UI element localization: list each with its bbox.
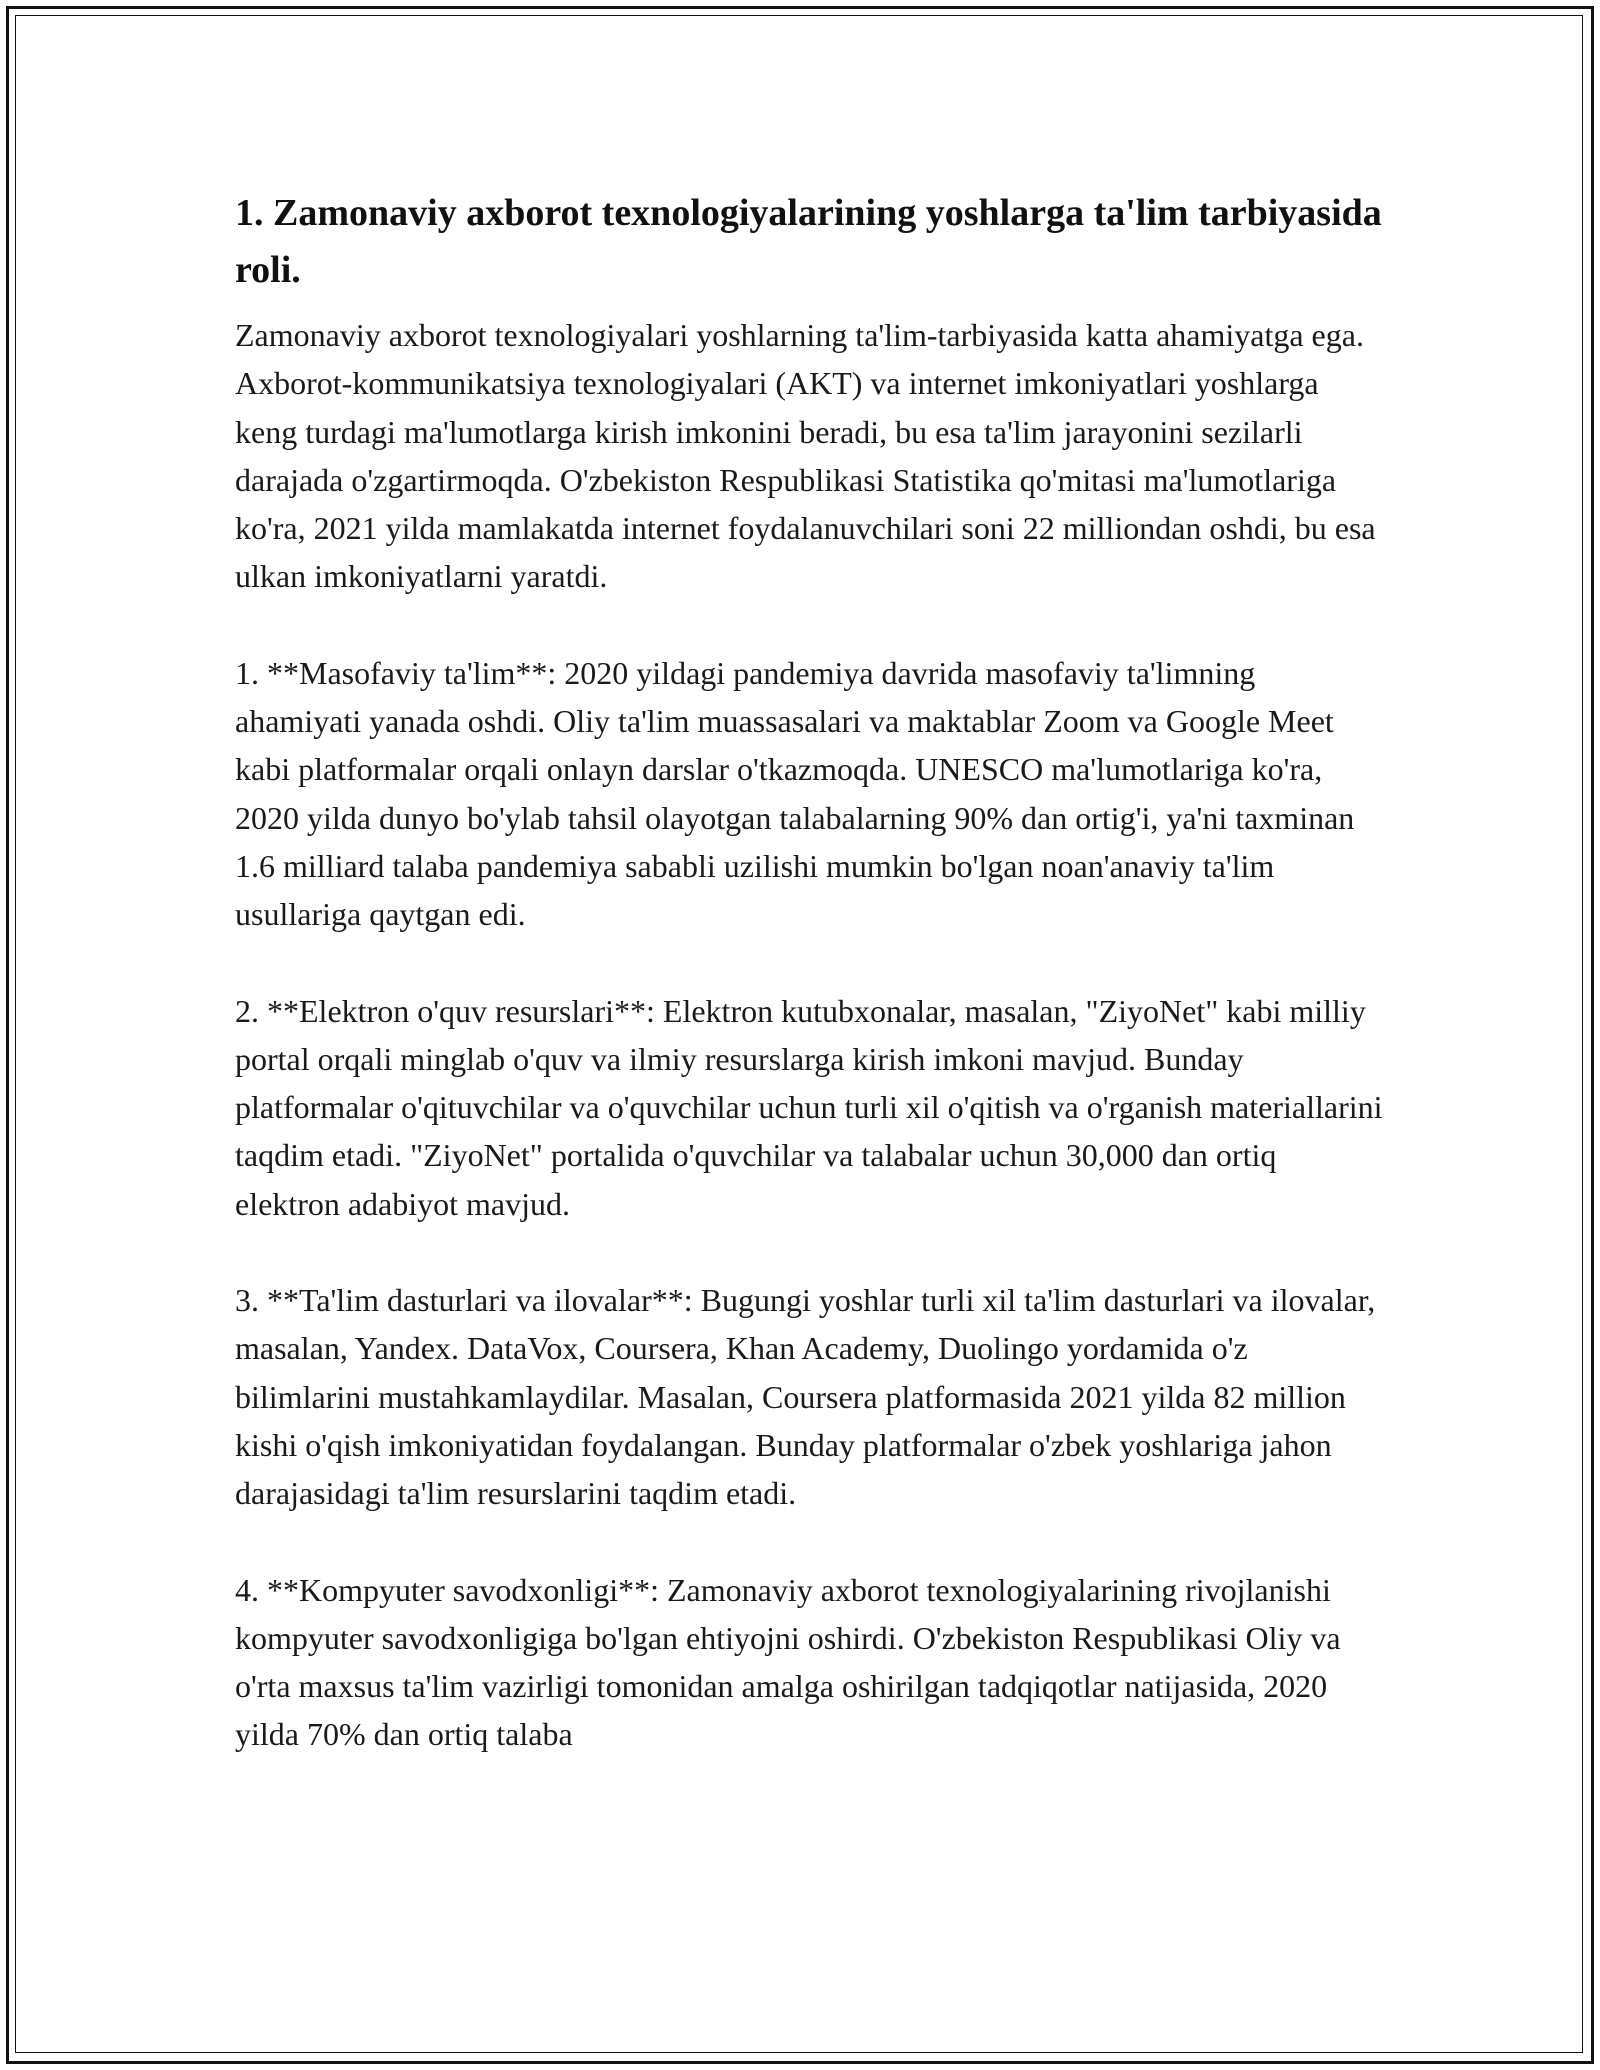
list-item-masofaviy-talim: 1. **Masofaviy ta'lim**: 2020 yildagi pandemiya davrida masofaviy ta'limning ahamiyati yanada oshdi. Oliy ta'lim muassasalari va maktablar Zoom va Google Meet kabi platformalar orqali onlayn darslar o'tkazmoqda. UNESCO ma'lumotlariga ko'ra, 2020 yilda dunyo bo'ylab tahsil olayotgan talabalarning 90% dan ortig'i, ya'ni taxminan 1.6 milliard talaba pandemiya sababli uzilishi mumkin bo'lgan noan'anaviy ta'lim usullariga qaytgan edi. bbox=[235, 654, 1355, 933]
intro-paragraph: Zamonaviy axborot texnologiyalari yoshlarning ta'lim-tarbiyasida katta ahamiyatga ega. Axborot-kommunikatsiya texnologiyalari (AKT) va internet imkoniyatlari yoshlarga keng turdagi ma'lumotlarga kirish imkonini beradi, bu esa ta'lim jarayonini sezilarli darajada o'zgartirmoqda. O'zbekiston Respublikasi Statistika qo'mitasi ma'lumotlariga ko'ra, 2021 yilda mamlakatda internet foydalanuvchilari soni 22 milliondan oshdi, bu esa ulkan imkoniyatlarni yaratdi. bbox=[235, 317, 1376, 595]
list-item-elektron-resurslar: 2. **Elektron o'quv resurslari**: Elektron kutubxonalar, masalan, "ZiyoNet" kabi milliy portal orqali minglab o'quv va ilmiy resurslarga kirish imkoni mavjud. Bunday platformalar o'qituvchilar va o'quvchilar uchun turli xil o'qitish va o'rganish materiallarini taqdim etadi. "ZiyoNet" portalida o'quvchilar va talabalar uchun 30,000 dan ortiq elektron adabiyot mavjud. bbox=[235, 992, 1383, 1222]
document-heading: 1. Zamonaviy axborot texnologiyalarining yoshlarga ta'lim tarbiyasida roli. bbox=[235, 192, 1382, 291]
list-item-talim-dasturlari: 3. **Ta'lim dasturlari va ilovalar**: Bugungi yoshlar turli xil ta'lim dasturlari va ilovalar, masalan, Yandex. DataVox, Coursera, Khan Academy, Duolingo yordamida o'z bilimlarini mustahkamlaydilar. Masalan, Coursera platformasida 2021 yilda 82 million kishi o'qish imkoniyatidan foydalangan. Bunday platformalar o'zbek yoshlariga jahon darajasidagi ta'lim resurslarini taqdim etadi. bbox=[235, 1282, 1376, 1512]
list-item-kompyuter-savodxonligi: 4. **Kompyuter savodxonligi**: Zamonaviy axborot texnologiyalarining rivojlanishi kompyuter savodxonligiga bo'lgan ehtiyojni oshirdi. O'zbekiston Respublikasi Oliy va o'rta maxsus ta'lim vazirligi tomonidan amalga oshirilgan tadqiqotlar natijasida, 2020 yilda 70% dan ortiq talaba bbox=[235, 1571, 1341, 1753]
document-body bbox=[235, 185, 1385, 1807]
